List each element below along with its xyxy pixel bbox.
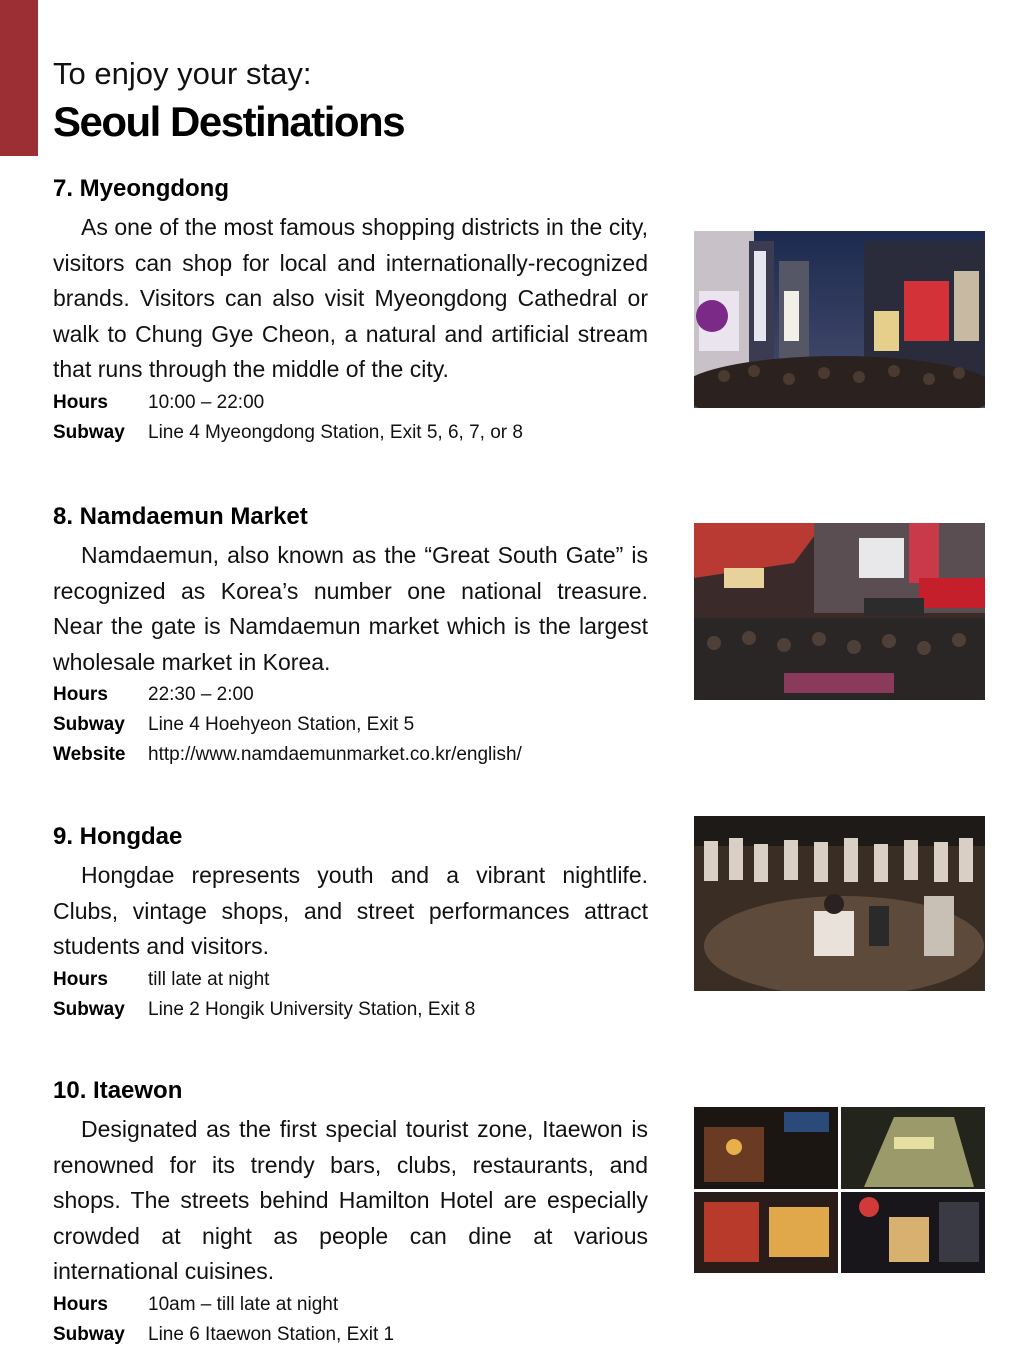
info-label: Subway bbox=[53, 1323, 125, 1345]
section-description: Designated as the first special tourist zone, Itaewon is renowned for its trendy bars, clubs, restaurants, and shops. The streets behind Hamilton Hotel are especially crowded at night as people can dine at various international cuisines. bbox=[53, 1116, 648, 1284]
info-label: Hours bbox=[53, 684, 108, 705]
info-hours bbox=[53, 388, 655, 418]
section-namdaemun bbox=[53, 502, 655, 770]
info-subway bbox=[53, 1320, 655, 1350]
info-subway bbox=[53, 710, 655, 740]
info-value: Line 4 Hoehyeon Station, Exit 5 bbox=[148, 714, 415, 735]
website-link[interactable]: http://www.namdaemunmarket.co.kr/english/ bbox=[148, 744, 522, 765]
section-heading: 7. Myeongdong bbox=[53, 175, 229, 202]
section-hongdae bbox=[53, 822, 655, 1025]
info-label: Subway bbox=[53, 714, 125, 735]
page-title: Seoul Destinations bbox=[53, 98, 405, 145]
info-label: Subway bbox=[53, 998, 125, 1020]
info-label: Hours bbox=[53, 1293, 108, 1315]
photo-myeongdong bbox=[694, 231, 985, 408]
info-value: 10am – till late at night bbox=[148, 1293, 339, 1315]
section-heading: 9. Hongdae bbox=[53, 823, 183, 850]
info-label: Hours bbox=[53, 391, 108, 413]
page-subtitle: To enjoy your stay: bbox=[53, 56, 312, 91]
photo-namdaemun bbox=[694, 523, 985, 700]
section-myeongdong bbox=[53, 174, 655, 448]
photo-hongdae bbox=[694, 816, 985, 991]
info-label: Hours bbox=[53, 968, 108, 990]
info-hours bbox=[53, 1290, 655, 1320]
info-value: Line 2 Hongik University Station, Exit 8 bbox=[148, 998, 476, 1020]
info-label: Subway bbox=[53, 421, 125, 443]
info-website bbox=[53, 740, 655, 770]
info-value: till late at night bbox=[148, 968, 270, 990]
section-heading: 10. Itaewon bbox=[53, 1077, 183, 1104]
info-hours bbox=[53, 965, 655, 995]
section-description: As one of the most famous shopping districts in the city, visitors can shop for local and internationally-recognized brands. Visitors can also visit Myeongdong Cathedral or walk to Chung Gye Cheon, a natural and artificial stream that runs through the middle of the city. bbox=[53, 214, 648, 382]
info-value: 10:00 – 22:00 bbox=[148, 391, 265, 413]
info-value: Line 4 Myeongdong Station, Exit 5, 6, 7, or 8 bbox=[148, 421, 523, 443]
section-itaewon bbox=[53, 1076, 655, 1350]
section-description: Hongdae represents youth and a vibrant nightlife. Clubs, vintage shops, and street performances attract students and visitors. bbox=[53, 862, 648, 959]
info-value: 22:30 – 2:00 bbox=[148, 684, 254, 705]
section-heading: 8. Namdaemun Market bbox=[53, 503, 308, 530]
info-label: Website bbox=[53, 744, 126, 765]
accent-bar bbox=[0, 0, 38, 156]
info-hours bbox=[53, 680, 655, 710]
info-value: Line 6 Itaewon Station, Exit 1 bbox=[148, 1323, 395, 1345]
section-description: Namdaemun, also known as the “Great South Gate” is recognized as Korea’s number one national treasure. Near the gate is Namdaemun market which is the largest wholesale market in Korea. bbox=[53, 542, 648, 675]
info-subway bbox=[53, 418, 655, 448]
photo-itaewon bbox=[694, 1107, 985, 1273]
info-subway bbox=[53, 995, 655, 1025]
